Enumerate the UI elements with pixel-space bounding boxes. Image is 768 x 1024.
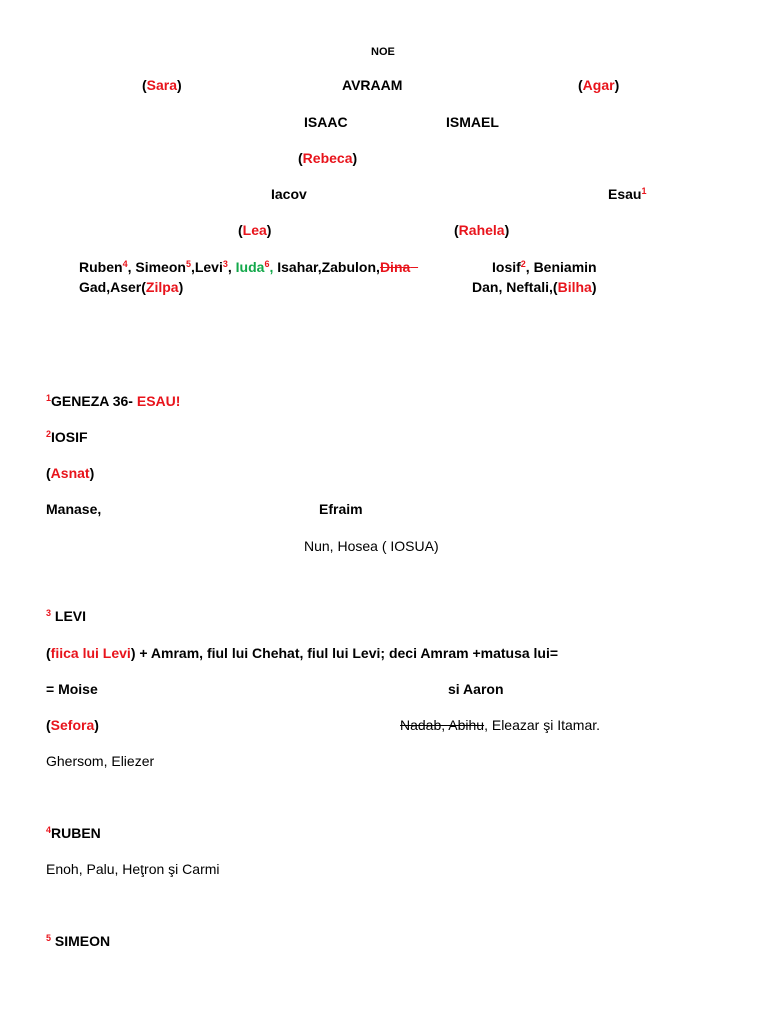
manase-label: Manase,	[46, 501, 102, 517]
note-simeon-heading: $^5$ SIMEON	[46, 933, 111, 949]
asnat-name: Asnat	[50, 465, 90, 481]
simeon-footnote-ref[interactable]: 5	[185, 259, 191, 269]
agar-name: Agar	[582, 77, 615, 93]
rahela-entry: (Rahela)	[454, 222, 510, 238]
note-esau-heading: $^1$GENEZA 36- ESAU!	[46, 393, 181, 409]
agar-entry: (Agar)	[578, 77, 620, 93]
iosua-line: Nun, Hosea ( IOSUA)	[304, 538, 439, 554]
zilpa-children: Gad,Aser(Zilpa)	[79, 279, 184, 295]
fiica-lui-levi: fiica lui Levi	[50, 645, 131, 661]
ruben-children: Enoh, Palu, Heţron şi Carmi	[46, 861, 220, 877]
lea-name: Lea	[242, 222, 267, 238]
noe-label: NOE	[371, 46, 395, 58]
moise-children: Ghersom, Eliezer	[46, 753, 155, 769]
zilpa-name: Zilpa	[145, 279, 179, 295]
bilha-children: Dan, Neftali,(Bilha)	[472, 279, 597, 295]
note-levi-heading: $^3$ LEVI	[46, 608, 87, 624]
sara-entry: (Sara)	[142, 77, 182, 93]
esau-label: Esau$^1$	[608, 186, 647, 202]
moise-label: = Moise	[46, 681, 98, 697]
aaron-children: Nadab, Abihu, Eleazar şi Itamar.	[400, 717, 601, 733]
rebeca-entry: (Rebeca)	[298, 150, 358, 166]
note-iosif-heading: $^2$IOSIF	[46, 429, 88, 445]
aaron-label: si Aaron	[448, 681, 504, 697]
asnat-entry: (Asnat)	[46, 465, 95, 481]
amram-line: (fiica lui Levi) + Amram, fiul lui Chehat, fiul lui Levi; deci Amram +matusa lui=	[46, 645, 559, 661]
efraim-label: Efraim	[319, 501, 363, 517]
bilha-name: Bilha	[557, 279, 592, 295]
iuda-name: Iuda	[235, 259, 265, 275]
nadab-abihu-struck: Nadab, Abihu	[400, 717, 485, 733]
sara-name: Sara	[146, 77, 178, 93]
ruben-footnote-ref[interactable]: 4	[122, 259, 128, 269]
rebeca-name: Rebeca	[302, 150, 353, 166]
iuda-footnote-ref[interactable]: 6	[264, 259, 270, 269]
sefora-name: Sefora	[50, 717, 95, 733]
iosif-footnote-ref[interactable]: 2	[520, 259, 526, 269]
rahela-children: Iosif$^2$, Beniamin	[492, 259, 597, 275]
avraam-label: AVRAAM	[342, 77, 403, 93]
lea-children: Ruben$^4$, Simeon$^5$,Levi$^3$, Iuda$^6$, Isahar,Zabulon,Dina	[79, 258, 418, 276]
lea-entry: (Lea)	[238, 222, 272, 238]
rahela-name: Rahela	[458, 222, 505, 238]
levi-footnote-ref[interactable]: 3	[222, 259, 228, 269]
dina-name-struck: Dina	[379, 259, 411, 275]
esau-footnote-ref[interactable]: 1	[641, 186, 647, 196]
iacov-label: Iacov	[271, 186, 307, 202]
sefora-entry: (Sefora)	[46, 717, 99, 733]
note-ruben-heading: $^4$RUBEN	[46, 825, 101, 841]
ismael-label: ISMAEL	[446, 114, 499, 130]
isaac-label: ISAAC	[304, 114, 348, 130]
